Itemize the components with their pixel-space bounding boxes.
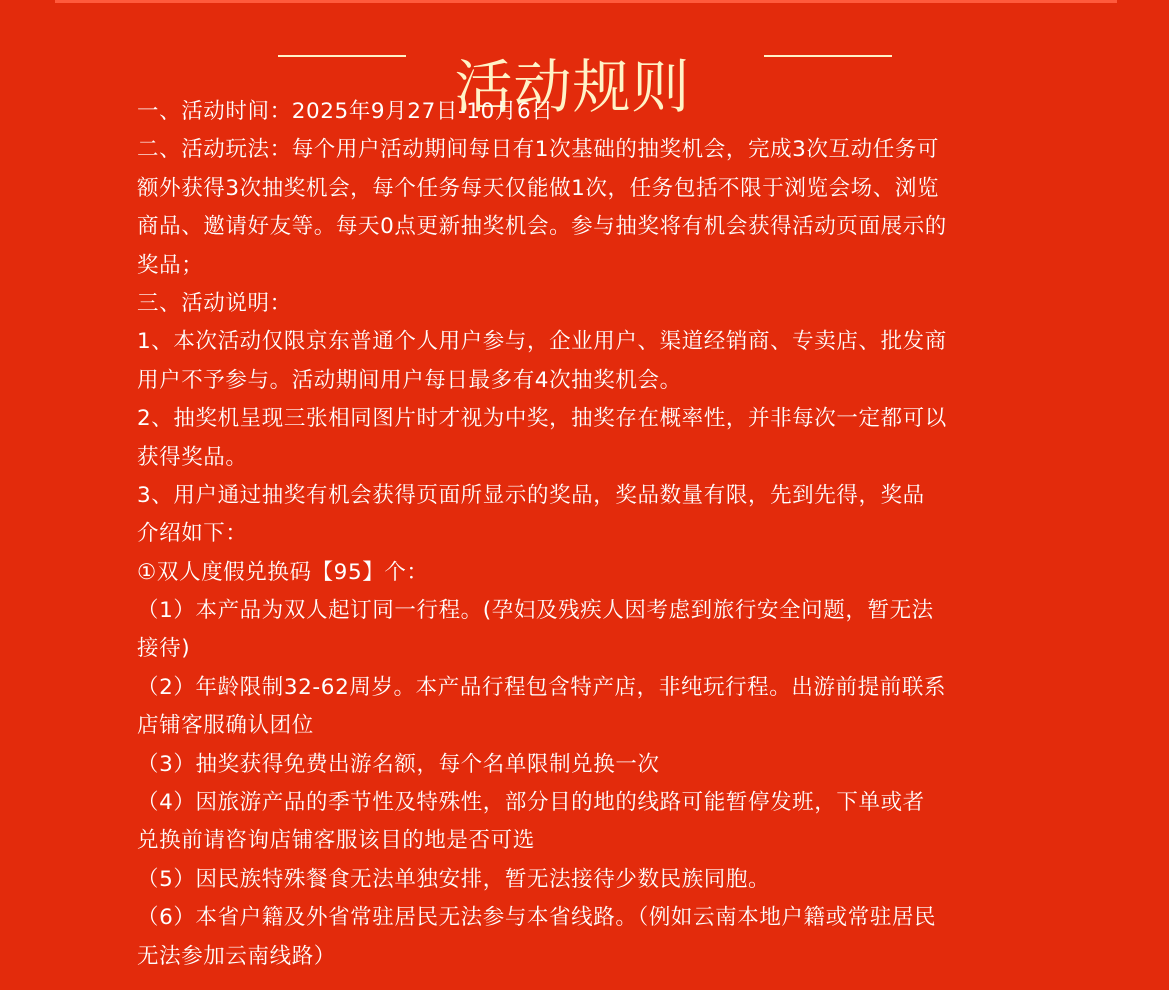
rule-line-gameplay-cont-2: 商品、邀请好友等。每天0点更新抽奖机会。参与抽奖将有机会获得活动页面展示的 bbox=[137, 214, 947, 240]
rule-line-prize-note-4: （4）因旅游产品的季节性及特殊性，部分目的地的线路可能暂停发班，下单或者 bbox=[137, 790, 925, 816]
rule-line-item-1-cont: 用户不予参与。活动期间用户每日最多有4次抽奖机会。 bbox=[137, 367, 682, 393]
rule-line-item-1: 1、本次活动仅限京东普通个人用户参与，企业用户、渠道经销商、专卖店、批发商 bbox=[137, 329, 947, 355]
title-right-rule bbox=[764, 55, 892, 57]
rule-line-prize-note-4-cont: 兑换前请咨询店铺客服该目的地是否可选 bbox=[137, 828, 535, 854]
rule-line-prize-1: ①双人度假兑换码【95】个： bbox=[137, 559, 429, 585]
rule-line-prize-note-1: （1）本产品为双人起订同一行程。(孕妇及残疾人因考虑到旅行安全问题，暂无法 bbox=[137, 598, 934, 624]
rule-line-prize-note-6-cont: 无法参加云南线路） bbox=[137, 943, 336, 969]
rule-line-gameplay-cont-3: 奖品； bbox=[137, 252, 204, 278]
rule-line-prize-note-2-cont: 店铺客服确认团位 bbox=[137, 713, 314, 739]
title-left-rule bbox=[278, 55, 406, 57]
rule-line-item-3: 3、用户通过抽奖有机会获得页面所显示的奖品，奖品数量有限，先到先得，奖品 bbox=[137, 482, 925, 508]
rules-list bbox=[137, 93, 1037, 976]
rule-line-description-heading: 三、活动说明： bbox=[137, 290, 292, 316]
top-divider bbox=[55, 0, 1117, 3]
rule-line-activity-time: 一、活动时间：2025年9月27日-10月6日 bbox=[137, 99, 554, 124]
rule-line-item-2: 2、抽奖机呈现三张相同图片时才视为中奖，抽奖存在概率性，并非每次一定都可以 bbox=[137, 406, 947, 432]
rule-line-prize-note-2: （2）年龄限制32-62周岁。本产品行程包含特产店，非纯玩行程。出游前提前联系 bbox=[137, 674, 947, 700]
rule-line-prize-note-3: （3）抽奖获得免费出游名额，每个名单限制兑换一次 bbox=[137, 751, 660, 777]
rule-line-prize-note-5: （5）因民族特殊餐食无法单独安排，暂无法接待少数民族同胞。 bbox=[137, 866, 771, 892]
rule-line-gameplay: 二、活动玩法：每个用户活动期间每日有1次基础的抽奖机会，完成3次互动任务可 bbox=[137, 137, 940, 163]
rule-line-prize-note-6: （6）本省户籍及外省常驻居民无法参与本省线路。（例如云南本地户籍或常驻居民 bbox=[137, 905, 937, 931]
rule-line-gameplay-cont-1: 额外获得3次抽奖机会，每个任务每天仅能做1次，任务包括不限于浏览会场、浏览 bbox=[137, 175, 940, 201]
rule-line-item-2-cont: 获得奖品。 bbox=[137, 444, 248, 470]
rule-line-prize-note-1-cont: 接待) bbox=[137, 636, 191, 662]
rule-line-item-3-cont: 介绍如下： bbox=[137, 521, 248, 547]
page-title: 活动规则 bbox=[454, 52, 691, 121]
